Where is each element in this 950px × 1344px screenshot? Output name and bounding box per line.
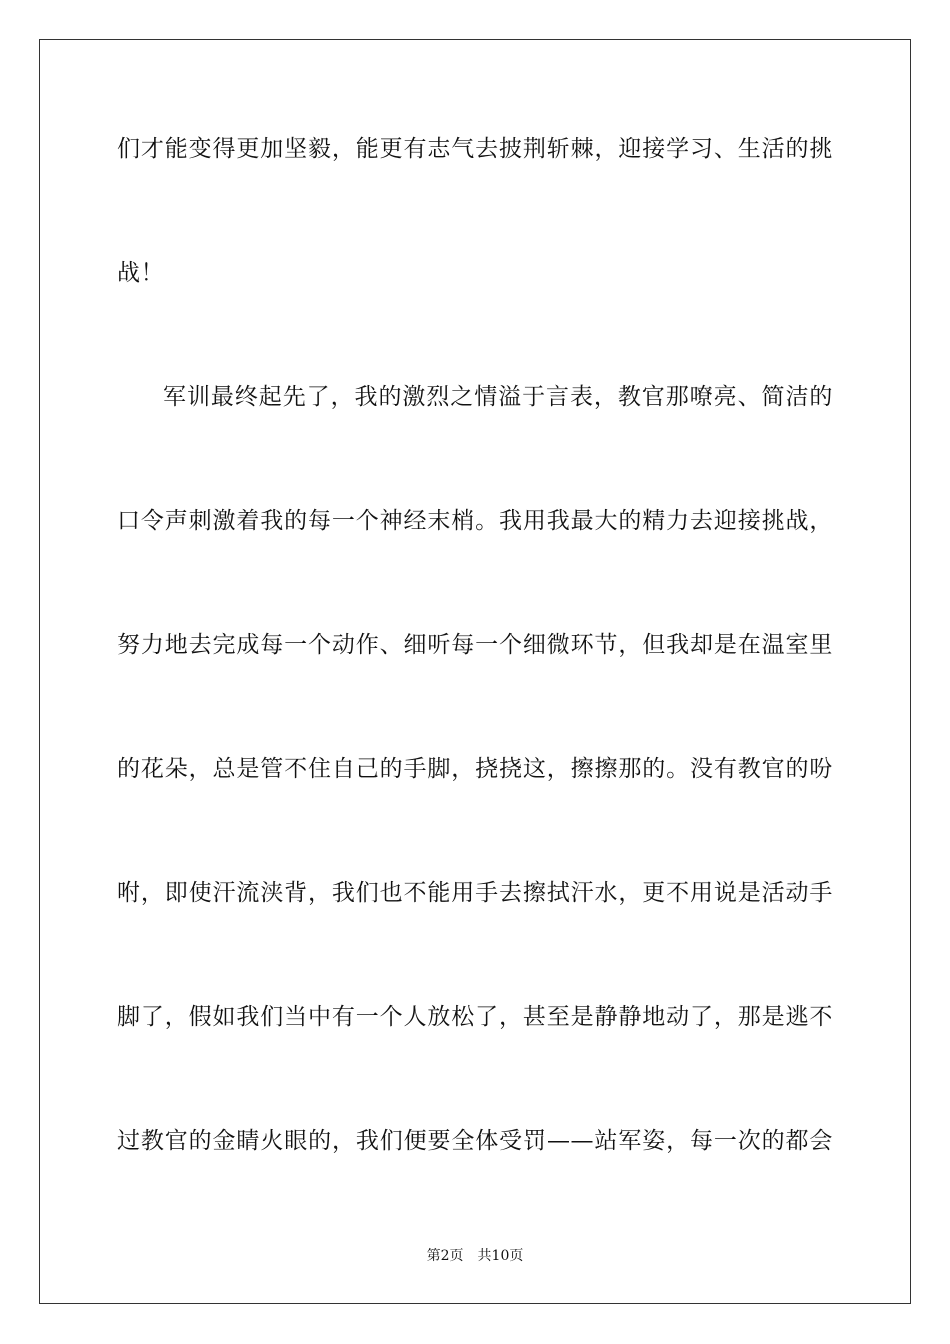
body-text-line: 们才能变得更加坚毅，能更有志气去披荆斩棘，迎接学习、生活的挑 — [117, 136, 833, 162]
body-text-line: 的花朵，总是管不住自己的手脚，挠挠这，擦擦那的。没有教官的吩 — [117, 756, 833, 782]
body-text-line: 战！ — [117, 260, 165, 286]
page-footer — [0, 1246, 950, 1266]
page-number: 第2页 — [426, 1248, 464, 1264]
page-border — [39, 39, 911, 1304]
page-total: 共10页 — [477, 1248, 524, 1264]
body-text-line: 口令声刺激着我的每一个神经末梢。我用我最大的精力去迎接挑战， — [117, 508, 833, 534]
body-text-line: 过教官的金睛火眼的，我们便要全体受罚——站军姿，每一次的都会 — [117, 1128, 833, 1154]
body-text-line: 努力地去完成每一个动作、细听每一个细微环节，但我却是在温室里 — [117, 632, 833, 658]
body-text-line: 咐，即使汗流浃背，我们也不能用手去擦拭汗水，更不用说是活动手 — [117, 880, 833, 906]
paragraph-first-line: 军训最终起先了，我的激烈之情溢于言表，教官那嘹亮、简洁的 — [163, 384, 833, 410]
body-text-line: 脚了，假如我们当中有一个人放松了，甚至是静静地动了，那是逃不 — [117, 1004, 833, 1030]
